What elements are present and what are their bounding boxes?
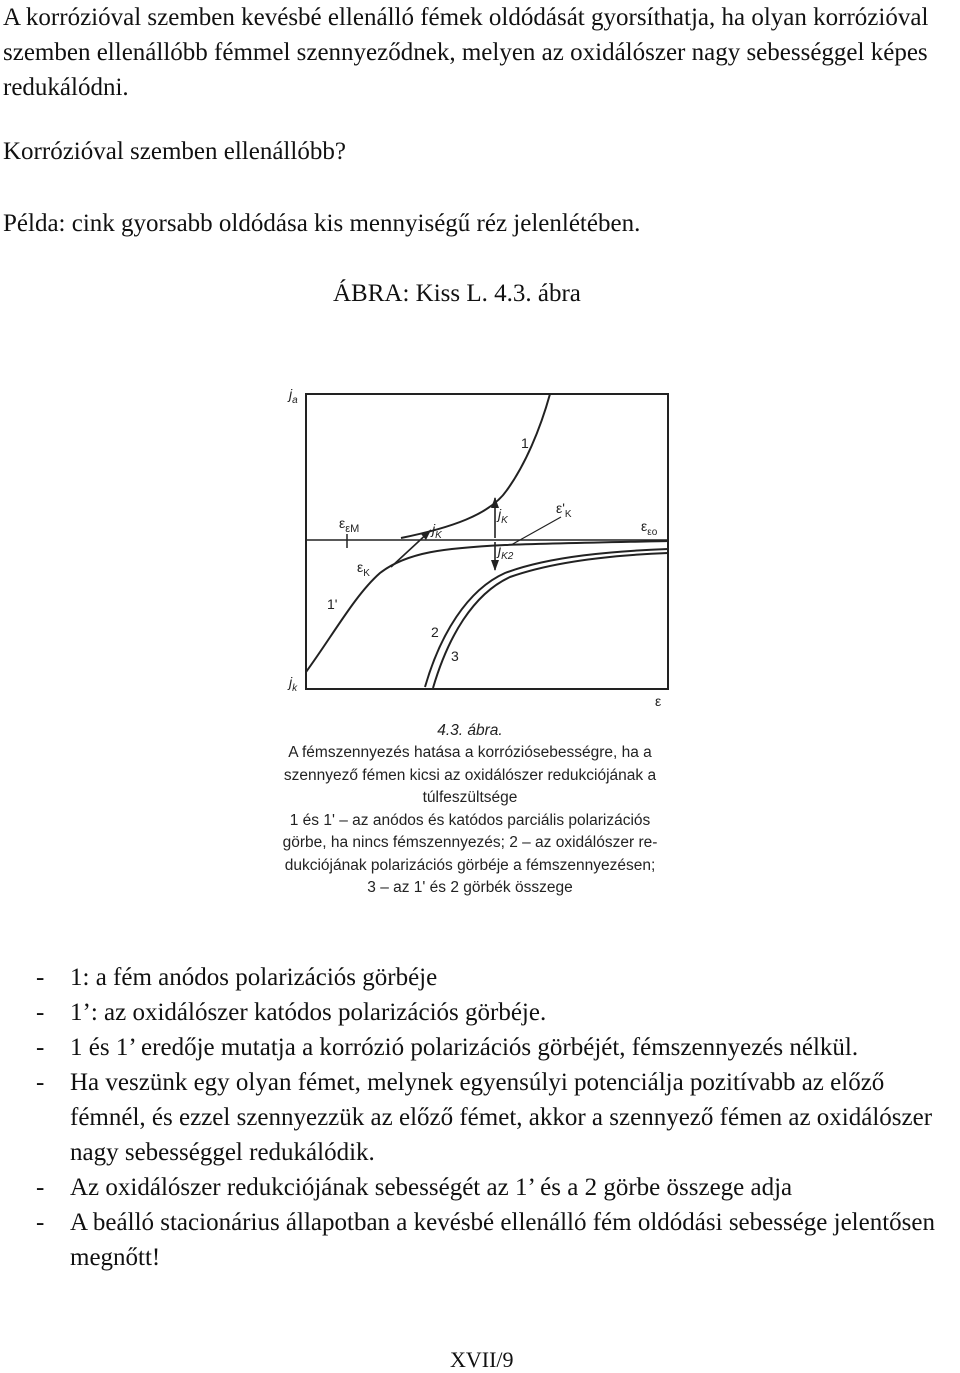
intro-paragraph: A korrózióval szemben kevésbé ellenálló fémek oldódását gyorsíthatja, ha olyan korrózióval szemben ellenállóbb fémmel szennyeződnek, melyen az oxidálószer nagy sebességgel képes redukálódni. [3,4,929,101]
caption-line-6: dukciójának polarizációs görbéje a fémszennyezésen; [284,857,656,874]
list-item [36,1065,960,1170]
label-curve-2: 2 [431,624,439,640]
bullet-text: Ha veszünk egy olyan fémet, melynek egyensúlyi potenciálja pozitívabb az előző fémnél, és ezzel szennyezzük az előző fémet, akkor a szennyező fémen az oxidálószer nagy sebességgel redukálódik. [70,1069,933,1166]
caption-line-2: szennyező fémen kicsi az oxidálószer redukciójának a [283,767,657,784]
caption-number: 4.3. ábra. [437,722,503,739]
label-jk2: $j_{K2}$ [498,542,514,562]
bullet-dash: - [36,1034,45,1061]
bullet-text: 1: a fém anódos polarizációs görbéje [70,964,438,991]
list-item [36,960,960,995]
label-curve-3: 3 [451,648,459,664]
label-eps-eo: $\varepsilon_{\varepsilon o}$ [641,518,658,538]
label-curve-1prime: 1' [327,596,338,612]
curve-2 [425,549,668,687]
caption-line-1: A fémszennyezés hatása a korróziósebességre, ha a [288,744,652,761]
label-eps-prime-k: $\varepsilon'_K$ [556,500,572,520]
jk2-arrow-head [491,560,499,571]
bullet-dash: - [36,999,45,1026]
label-jk: $j_k$ [289,674,298,694]
bullet-text: Az oxidálószer redukciójának sebességét az 1’ és a 2 görbe összege adja [70,1174,793,1201]
bullet-text: 1 és 1’ eredője mutatja a korrózió polarizációs görbéjét, fémszennyezés nélkül. [70,1034,859,1061]
bullet-list [36,960,960,1275]
example-line: Példa: cink gyorsabb oldódása kis mennyiségű réz jelenlétében. [3,210,641,237]
curve-3 [433,553,668,688]
caption-line-7: 3 – az 1' és 2 görbék összege [367,879,573,896]
label-eps-k: $\varepsilon_K$ [357,559,370,579]
caption-line-5: görbe, ha nincs fémszennyezés; 2 – az oxidálószer re- [282,834,658,851]
list-item [36,995,960,1030]
label-curve-1: 1 [521,435,529,451]
label-jk-small: $j_K$ [432,521,442,541]
bullet-text: 1’: az oxidálószer katódos polarizációs görbéje. [70,999,547,1026]
page-number: XVII/9 [450,1347,514,1372]
list-item [36,1030,960,1065]
label-jk-top: $j_K$ [498,506,508,526]
figure-reference: ÁBRA: Kiss L. 4.3. ábra [333,280,581,307]
list-item [36,1205,960,1275]
caption-line-3: túlfeszültsége [422,789,518,806]
label-eps-em: $\varepsilon_{\varepsilon M}$ [339,515,360,535]
label-eps-axis: ε [655,693,662,709]
curve-1-anodic [401,394,550,538]
bullet-dash: - [36,964,45,991]
bullet-dash: - [36,1174,45,1201]
label-ja: $j_a$ [289,386,298,406]
bullet-text: A beálló stacionárius állapotban a kevésbé ellenálló fém oldódási sebessége jelentősen megnőtt! [70,1209,935,1271]
caption-line-4: 1 és 1' – az anódos és katódos parciális polarizációs [289,812,651,829]
question-line: Korrózióval szemben ellenállóbb? [3,138,346,165]
bullet-dash: - [36,1209,45,1236]
list-item [36,1170,960,1205]
bullet-dash: - [36,1069,45,1096]
